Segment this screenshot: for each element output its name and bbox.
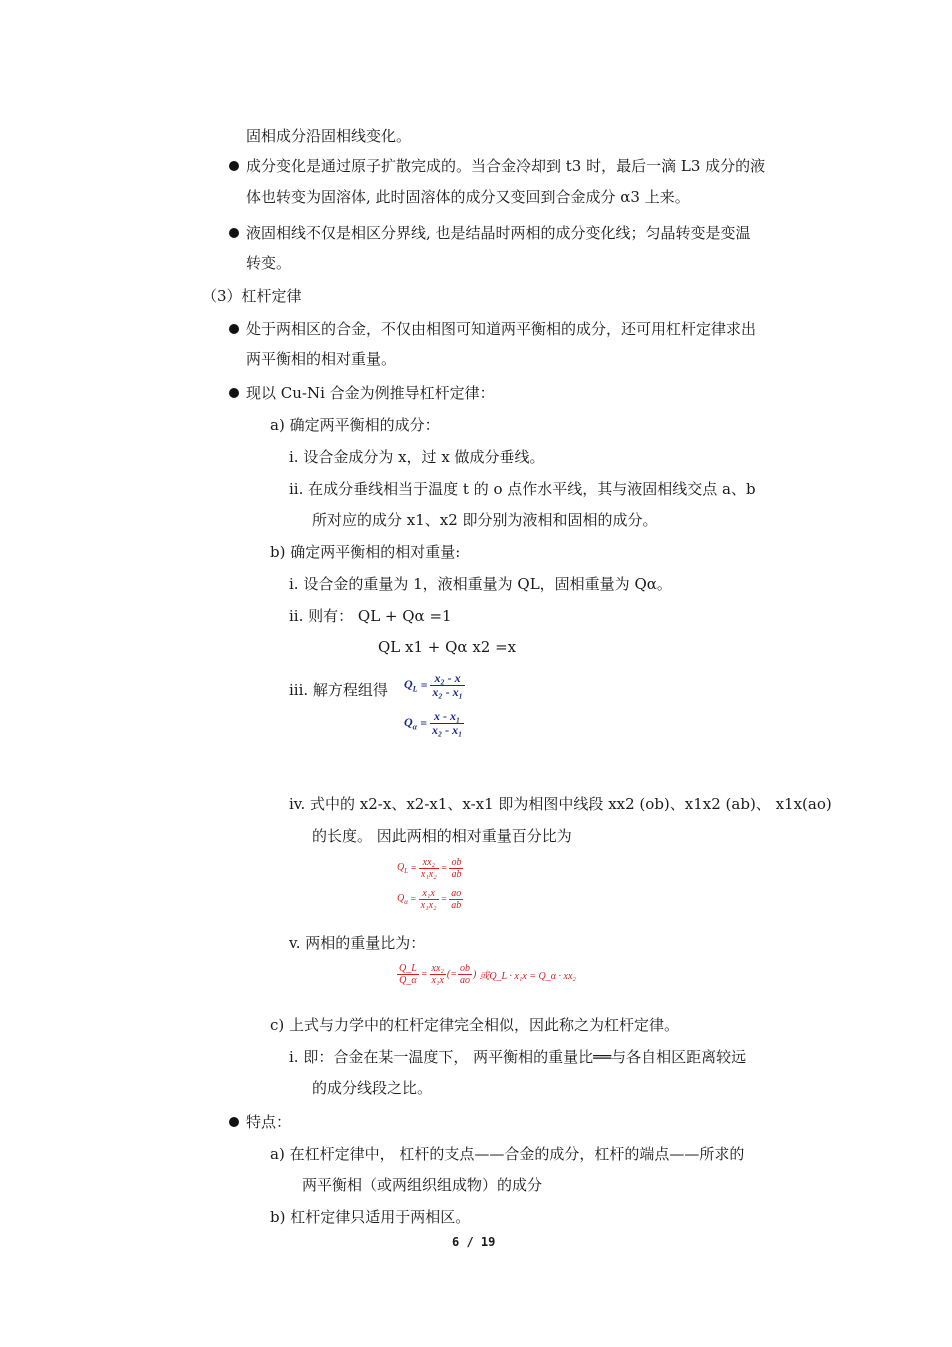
eq-paren-close: ) <box>472 969 477 980</box>
text-line: 两平衡相（或两组织组成物）的成分 <box>302 1176 543 1194</box>
bullet-dot <box>229 324 239 334</box>
eq-fraction: $\frac{Q\_L}{Q\_\alpha}$ <box>399 963 417 986</box>
text-line: 两平衡相的相对重量。 <box>246 350 397 368</box>
text-line: ii. 则有： QL + Qα =1 <box>289 607 452 625</box>
section-heading: （3）杠杆定律 <box>202 287 302 305</box>
eq-paren-open: (= <box>446 969 457 980</box>
bullet-dot <box>229 228 239 238</box>
equation-qa-ratio <box>397 888 463 911</box>
text-line: v. 两相的重量比为： <box>289 934 426 952</box>
text-line: i. 设合金成分为 x，过 x 做成分垂线。 <box>289 448 545 466</box>
text-line: a) 在杠杆定律中， 杠杆的支点——合金的成分，杠杆的端点——所求的 <box>270 1145 745 1163</box>
text-line: 现以 Cu-Ni 合金为例推导杠杆定律： <box>246 384 495 402</box>
eq-fraction: $\frac{ob}{ao}$ <box>459 963 470 986</box>
text-line: 固相成分沿固相线变化。 <box>246 127 412 145</box>
eq-fraction: $\frac{\text{x₁x}}{\text{x₁x₂}}$ <box>420 888 437 911</box>
page-number: 6 / 19 <box>452 1235 496 1249</box>
text-line: i. 设合金的重量为 1，液相重量为 QL，固相重量为 Qα。 <box>289 575 672 593</box>
eq-tail: 或Q_L · x₁x = Q_α · xx₂ <box>479 971 576 982</box>
eq-equals: = <box>410 863 417 874</box>
equation-ql-ratio <box>397 857 463 880</box>
text-line: iv. 式中的 x2-x、x2-x1、x-x1 即为相图中线段 xx2 (ob)、x1x2 (ab)、 x1x(ao) <box>289 795 832 813</box>
text-line: 成分变化是通过原子扩散完成的。当合金冷却到 t3 时，最后一滴 L3 成分的液 <box>246 157 766 175</box>
equation-ql <box>404 672 465 699</box>
eq-fraction: $\frac{\text{x₂ - x}}{\text{x₂ - x₁}}$ <box>432 671 463 700</box>
equation-qa <box>404 710 464 737</box>
eq-fraction: $\frac{\text{x - x₁}}{\text{x₂ - x₁}}$ <box>431 709 463 738</box>
text-line: 所对应的成分 x1、x2 即分别为液相和固相的成分。 <box>312 511 658 529</box>
equation-weight-ratio <box>397 963 576 986</box>
text-line: ii. 在成分垂线相当于温度 t 的 o 点作水平线，其与液固相线交点 a、b <box>289 480 756 498</box>
text-line: 的长度。 因此两相的相对重量百分比为 <box>312 827 572 845</box>
text-line: 体也转变为固溶体, 此时固溶体的成分又变回到合金成分 α3 上来。 <box>246 188 690 206</box>
text-line: 处于两相区的合金，不仅由相图可知道两平衡相的成分，还可用杠杆定律求出 <box>246 320 757 338</box>
eq-lhs: $Q_L$ <box>404 677 418 694</box>
text-line: b) 确定两平衡相的相对重量: <box>270 543 461 561</box>
eq-lhs: $Q_L$ <box>397 862 409 875</box>
eq-fraction: $\frac{ob}{ab}$ <box>451 857 462 880</box>
bullet-dot <box>229 388 239 398</box>
eq-fraction: $\frac{\text{xx₂}}{\text{x₁x}}$ <box>431 963 444 986</box>
eq-equals: = <box>440 863 448 874</box>
eq-lhs: $Q_\alpha$ <box>397 893 408 906</box>
eq-equals: = <box>420 969 428 980</box>
text-line: 液固相线不仅是相区分界线, 也是结晶时两相的成分变化线；匀晶转变是变温 <box>246 224 751 242</box>
eq-equals: = <box>409 894 417 905</box>
text-line: c) 上式与力学中的杠杆定律完全相似，因此称之为杠杆定律。 <box>270 1016 680 1034</box>
text-line: 的成分线段之比。 <box>312 1079 433 1097</box>
eq-lhs: $Q_\alpha$ <box>404 715 418 732</box>
eq-fraction: $\frac{\text{xx₂}}{\text{x₁x₂}}$ <box>420 857 437 880</box>
eq-equals: = <box>440 894 448 905</box>
text-line: a) 确定两平衡相的成分： <box>270 416 440 434</box>
bullet-dot <box>229 161 239 171</box>
bullet-dot <box>229 1117 239 1127</box>
text-line: 特点： <box>246 1113 292 1131</box>
eq-equals: = <box>420 678 428 693</box>
text-line: QL x1 + Qα x2 =x <box>378 638 517 656</box>
text-line: iii. 解方程组得 <box>289 681 388 699</box>
eq-fraction: $\frac{ao}{ab}$ <box>451 888 462 911</box>
text-line: i. 即：合金在某一温度下， 两平衡相的重量比══与各自相区距离较远 <box>289 1048 747 1066</box>
text-line: 转变。 <box>246 254 292 272</box>
text-line: b) 杠杆定律只适用于两相区。 <box>270 1208 471 1226</box>
eq-equals: = <box>420 716 427 731</box>
